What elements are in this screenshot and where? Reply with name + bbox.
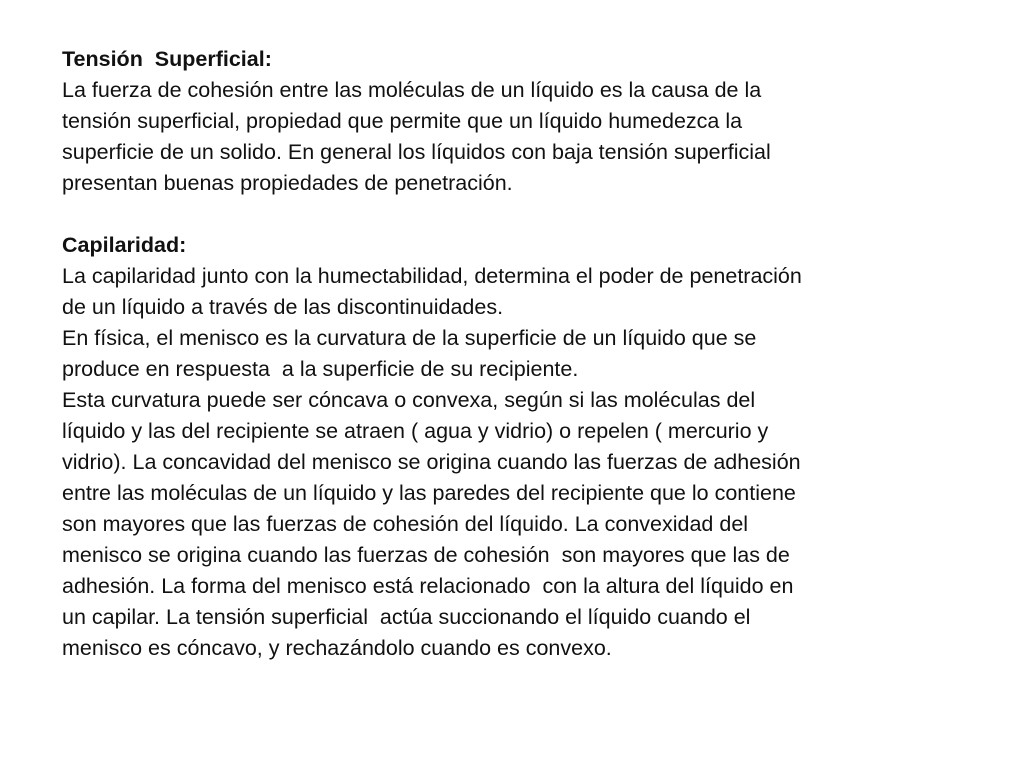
paragraph-line: son mayores que las fuerzas de cohesión del líquido. La convexidad del xyxy=(62,512,749,536)
slide-content xyxy=(62,44,962,664)
paragraph-line: La fuerza de cohesión entre las moléculas de un líquido es la causa de la xyxy=(62,78,762,102)
paragraph-line: superficie de un solido. En general los líquidos con baja tensión superficial xyxy=(62,140,771,164)
paragraph-line: de un líquido a través de las discontinuidades. xyxy=(62,295,504,319)
paragraph-line: La capilaridad junto con la humectabilidad, determina el poder de penetración xyxy=(62,264,802,288)
paragraph-line: En física, el menisco es la curvatura de la superficie de un líquido que se xyxy=(62,326,757,350)
section-tension-superficial xyxy=(62,44,962,199)
paragraph-line: Esta curvatura puede ser cóncava o convexa, según si las moléculas del xyxy=(62,388,756,412)
section-spacer xyxy=(62,199,962,230)
section-capilaridad xyxy=(62,230,962,664)
paragraph-line: adhesión. La forma del menisco está relacionado con la altura del líquido en xyxy=(62,574,794,598)
paragraph-line: presentan buenas propiedades de penetración. xyxy=(62,171,513,195)
paragraph-line: líquido y las del recipiente se atraen ( agua y vidrio) o repelen ( mercurio y xyxy=(62,419,769,443)
heading-capilaridad: Capilaridad: xyxy=(62,233,187,257)
paragraph-line: tensión superficial, propiedad que permite que un líquido humedezca la xyxy=(62,109,743,133)
paragraph-line: un capilar. La tensión superficial actúa succionando el líquido cuando el xyxy=(62,605,751,629)
paragraph-line: menisco es cóncavo, y rechazándolo cuando es convexo. xyxy=(62,636,612,660)
paragraph-line: entre las moléculas de un líquido y las paredes del recipiente que lo contiene xyxy=(62,481,796,505)
paragraph-line: produce en respuesta a la superficie de su recipiente. xyxy=(62,357,579,381)
paragraph-line: vidrio). La concavidad del menisco se origina cuando las fuerzas de adhesión xyxy=(62,450,801,474)
paragraph-line: menisco se origina cuando las fuerzas de cohesión son mayores que las de xyxy=(62,543,790,567)
heading-tension-superficial: Tensión Superficial: xyxy=(62,47,272,71)
